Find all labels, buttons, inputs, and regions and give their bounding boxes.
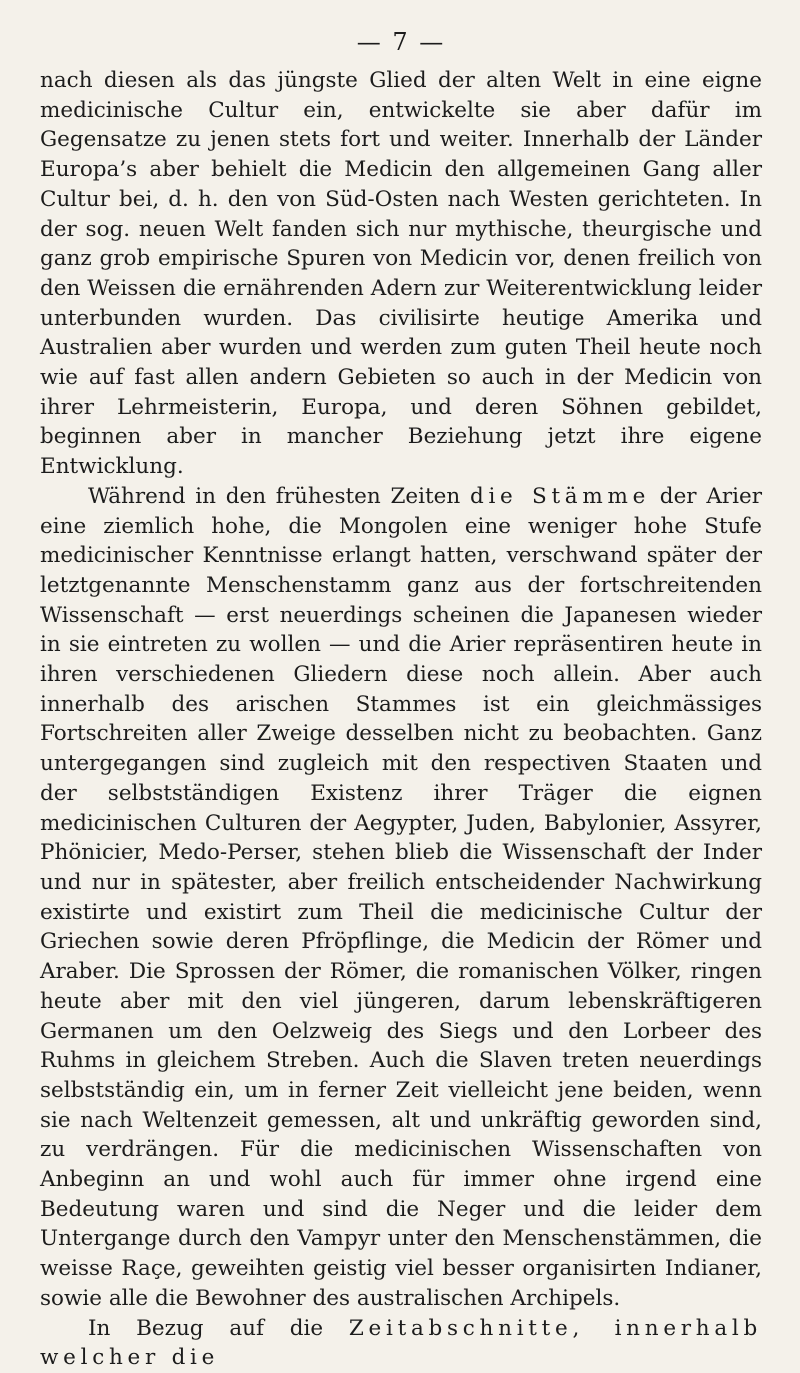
page-number: — 7 — [356,28,446,56]
paragraph-2-text-b: der Arier eine ziemlich hohe, die Mongolen eine weniger hohe Stufe medicinischer Kenntnisse erlangt hatten, verschwand später der letztgenannte Menschenstamm ganz aus der fortschreitenden Wissenschaft — erst neuerdings scheinen die Japanesen wieder in sie eintreten zu wollen — und die Arier repräsentiren heute in ihren verschiedenen Gliedern diese noch allein. Aber auch innerhalb des arischen Stammes ist ein gleichmässiges Fortschreiten aller Zweige desselben nicht zu beobachten. Ganz untergegangen sind zugleich mit den respectiven Staaten und der selbstständigen Existenz ihrer Träger die eignen medicinischen Culturen der Aegypter, Juden, Babylonier, Assyrer, Phönicier, Medo-Perser, stehen blieb die Wissenschaft der Inder und nur in spätester, aber freilich entscheidender Nachwirkung existirte und existirt zum Theil die medicinische Cultur der Griechen sowie deren Pfröpflinge, die Medicin der Römer und Araber. Die Sprossen der Römer, die romanischen Völker, ringen heute aber mit den viel jüngeren, darum lebenskräftigeren Germanen um den Oelzweig des Siegs und den Lorbeer des Ruhms in gleichem Streben. Auch die Slaven treten neuerdings selbstständig ein, um in ferner Zeit vielleicht jene beiden, wenn sie nach Weltenzeit gemessen, alt und unkräftig geworden sind, zu verdrängen. Für die medicinischen Wissenschaften von Anbeginn an und wohl auch für immer ohne irgend eine Bedeutung waren und sind die Neger und die leider dem Untergange durch den Vampyr unter den Menschenstämmen, die weisse Raçe, geweihten geistig viel besser organisirten Indianer, sowie alle die Bewohner des australischen Archipels. [40,483,763,1311]
paragraph-2 [40,482,762,1314]
paragraph-3-spaced-text: Zeitabschnitte, innerhalb welcher die [40,1315,763,1371]
paragraph-3 [40,1314,762,1373]
paragraph-2-spaced-text: die Stämme [469,483,651,509]
paragraph-1-text: nach diesen als das jüngste Glied der alten Welt in eine eigne medicinische Cultur ein, entwickelte sie aber dafür im Gegensatze zu jenen stets fort und weiter. Innerhalb der Länder Europa’s aber behielt die Medicin den allgemeinen Gang aller Cultur bei, d. h. den von Süd-Osten nach Westen gerichteten. In der sog. neuen Welt fanden sich nur mythische, theurgische und ganz grob empirische Spuren von Medicin vor, denen freilich von den Weissen die ernährenden Adern zur Weiterentwicklung leider unterbunden wurden. Das civilisirte heutige Amerika und Australien aber wurden und werden zum guten Theil heute noch wie auf fast allen andern Gebieten so auch in der Medicin von ihrer Lehrmeisterin, Europa, und deren Söhnen gebildet, beginnen aber in mancher Beziehung jetzt ihre eigene Entwicklung. [40,68,762,480]
paragraph-3-text-a: In Bezug auf die [88,1315,349,1341]
body-text [40,66,762,1373]
paragraph-1 [40,66,762,482]
paragraph-2-text-a: Während in den frühesten Zeiten [88,483,470,509]
